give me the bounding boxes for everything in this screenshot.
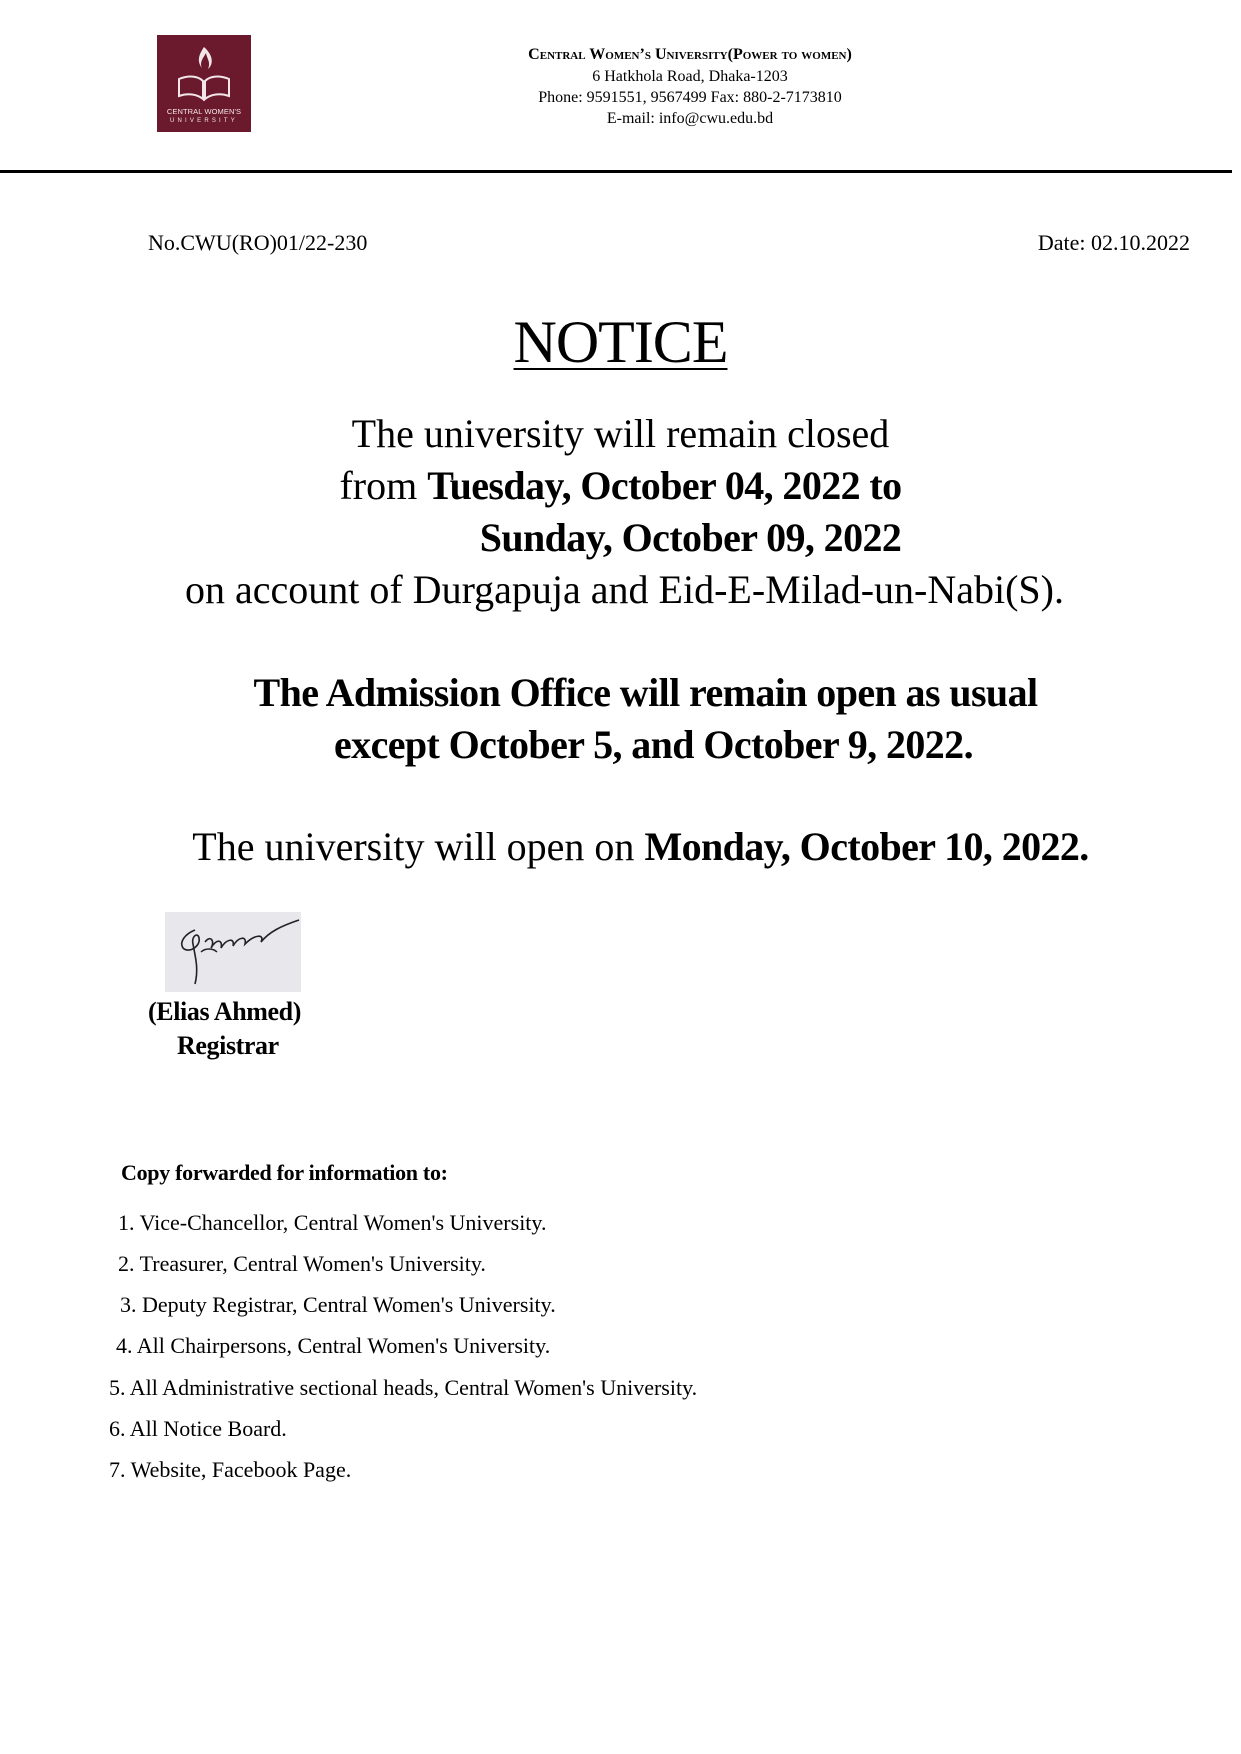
logo-text-line2: UNIVERSITY [169, 118, 238, 124]
registrar-signature [165, 912, 301, 992]
notice-date: Date: 02.10.2022 [1037, 230, 1190, 255]
closure-line-4: on account of Durgapuja and Eid-E-Milad-un-Nabi(S). [184, 567, 1064, 612]
signature-stroke-icon [165, 912, 301, 992]
signatory-name: (Elias Ahmed) [148, 997, 301, 1026]
reopen-prefix: The university will open on [192, 824, 645, 869]
copy-item: 3. Deputy Registrar, Central Women's University. [120, 1292, 556, 1317]
closure-end-date [140, 512, 1241, 564]
logo-text-line1: CENTRAL WOMEN'S [166, 107, 242, 116]
closure-line-1: The university will remain closed [351, 411, 890, 456]
copy-item: 4. All Chairpersons, Central Women's University. [116, 1333, 551, 1358]
copy-item: 6. All Notice Board. [109, 1416, 287, 1441]
closure-start-date: Tuesday, October 04, 2022 to [427, 463, 902, 508]
admission-line-2: except October 5, and October 9, 2022. [334, 722, 973, 767]
reopen-date: Monday, October 10, 2022. [644, 824, 1089, 869]
copy-item: 5. All Administrative sectional heads, Central Women's University. [109, 1375, 698, 1400]
copy-item: 7. Website, Facebook Page. [109, 1457, 352, 1482]
letterhead-block [430, 44, 950, 129]
copy-item: 1. Vice-Chancellor, Central Women's University. [118, 1210, 547, 1235]
notice-title: NOTICE [513, 309, 728, 375]
reopen-line [40, 821, 1241, 873]
closure-end-date-text: Sunday, October 09, 2022 [479, 515, 902, 560]
letterhead-divider [0, 170, 1232, 173]
reference-number: No.CWU(RO)01/22-230 [148, 230, 368, 255]
signatory-title: Registrar [177, 1031, 279, 1060]
institution-phone: Phone: 9591551, 9567499 Fax: 880-2-7173810 [538, 89, 842, 106]
admission-line-1: The Admission Office will remain open as usual [253, 670, 1038, 715]
institution-address: 6 Hatkhola Road, Dhaka-1203 [592, 68, 788, 85]
institution-name: Central Women’s University(Power to women) [528, 46, 852, 63]
closure-line-2-prefix: from [339, 463, 428, 508]
institution-email: E-mail: info@cwu.edu.bd [606, 110, 774, 127]
copy-forwarded-heading: Copy forwarded for information to: [121, 1160, 448, 1185]
copy-item: 2. Treasurer, Central Women's University. [118, 1251, 486, 1276]
university-logo [157, 35, 251, 132]
closure-line-2 [0, 460, 1241, 512]
